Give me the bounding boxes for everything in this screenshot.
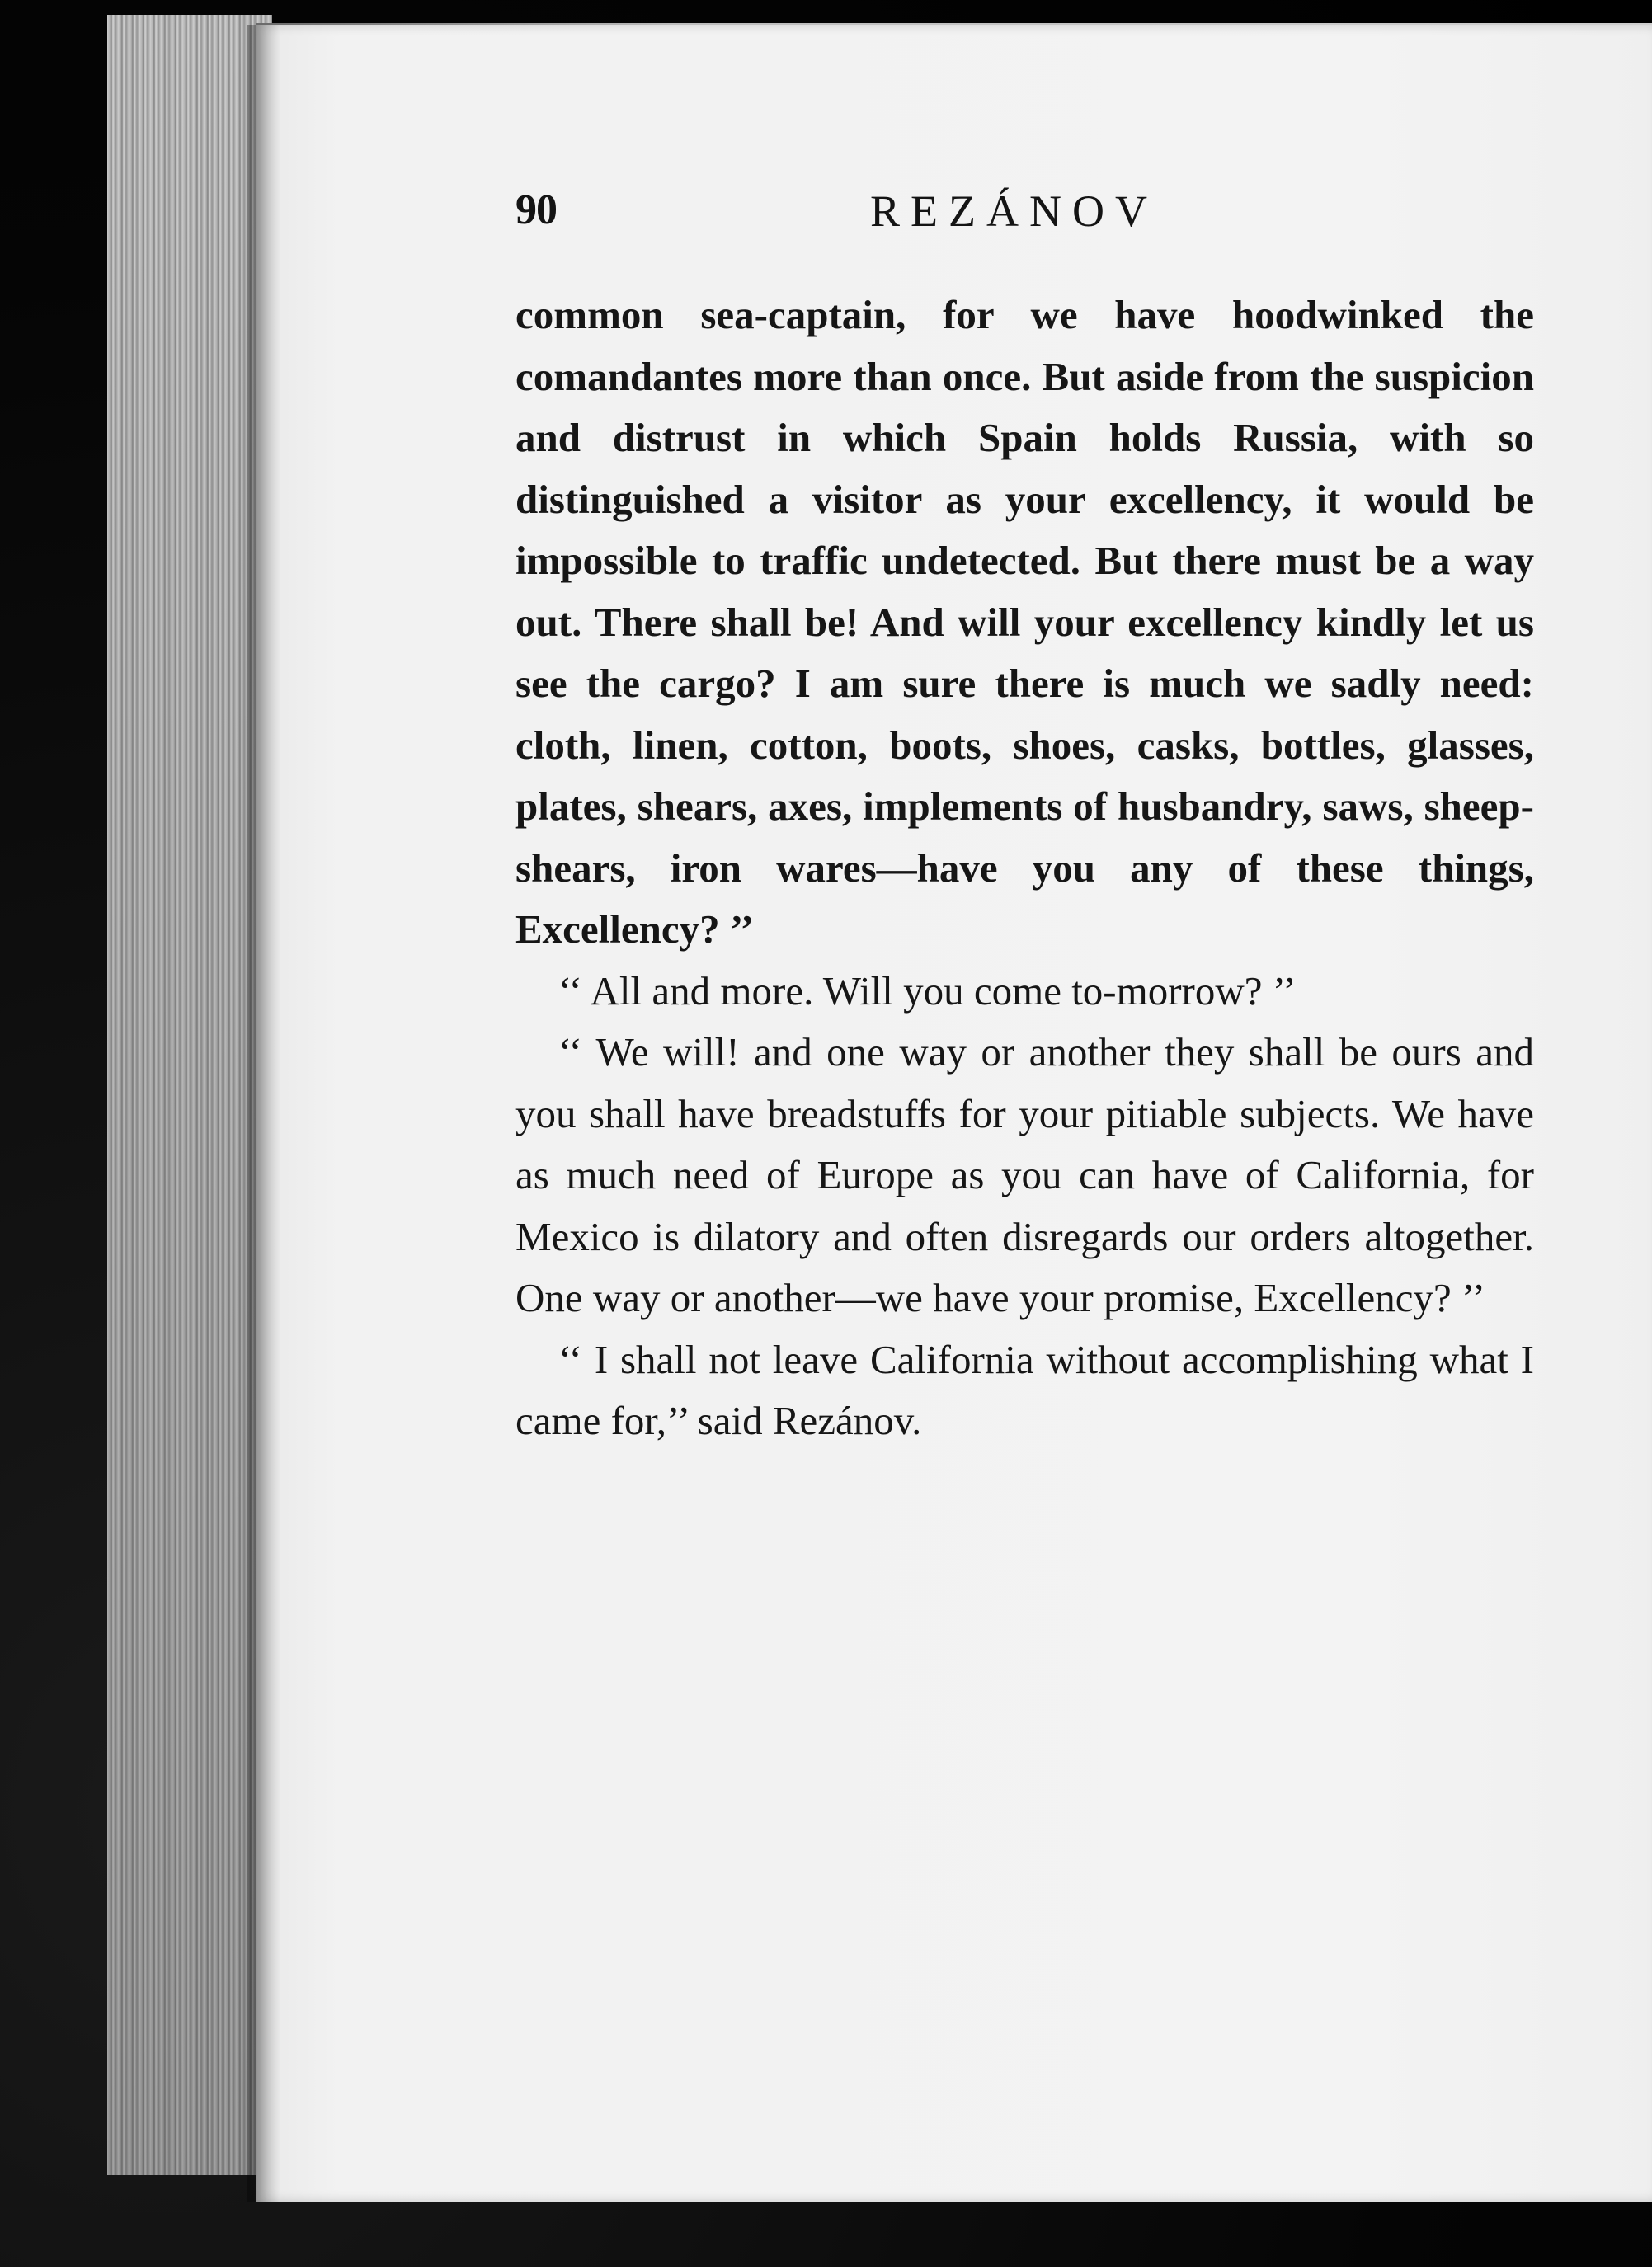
paragraph: ‘‘ All and more. Will you come to-morrow? ’’: [558, 967, 1297, 1014]
running-head: REZÁNOV: [870, 186, 1158, 236]
paragraph: common sea-captain, for we have hoodwinked the comandantes more than once. But aside from the suspicion and distrust in which Spain holds Russia, with so distinguished a visitor as your excellency, it would be impossible to traffic undetected. But there must be a way out. There shall be! And will your excellency kindly let us see the cargo? I am sure there is much we sadly need: cloth, linen, cotton, boots, shoes, casks, bottles, glasses, plates, shears, axes, implements of husbandry, saws, sheep-shears, iron wares—have you any of these things, Excellency? ’’: [515, 292, 1534, 952]
page-header: [515, 186, 1538, 243]
paragraph: ‘‘ I shall not leave California without accomplishing what I came for,’’ said Rezánov.: [515, 1336, 1534, 1443]
body-text: [515, 285, 1534, 1452]
paragraph: ‘‘ We will! and one way or another they shall be ours and you shall have breadstuffs for your pitiable subjects. We have as much need of Europe as you can have of California, for Mexico is dilatory and often disregards our orders altogether. One way or another—we have your promise, Excellency? ’’: [515, 1029, 1534, 1320]
page-number: 90: [515, 186, 557, 233]
binding-shadow: [247, 25, 280, 2202]
